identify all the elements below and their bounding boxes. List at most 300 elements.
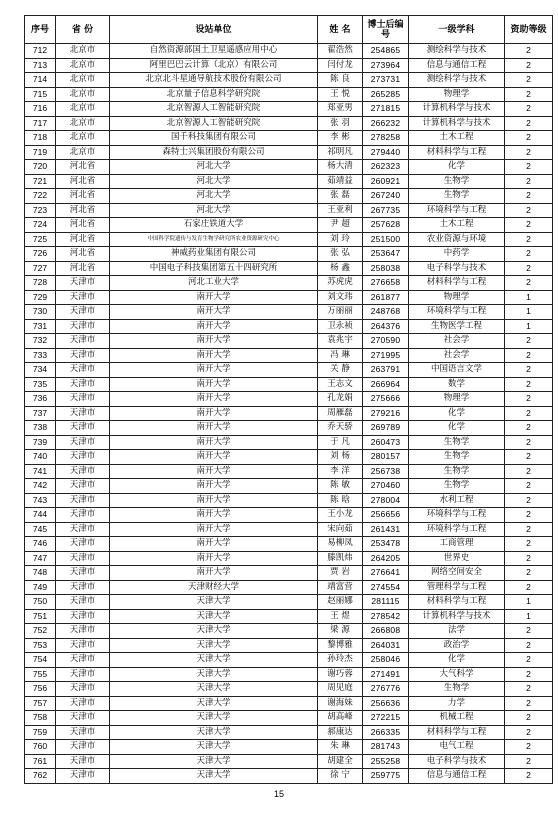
cell-discipline: 政治学 (409, 638, 505, 653)
cell-unit: 北京量子信息科学研究院 (110, 87, 318, 102)
cell-level: 2 (505, 203, 553, 218)
cell-province: 天津市 (56, 551, 110, 566)
cell-name: 王志文 (318, 377, 363, 392)
cell-province: 河北省 (56, 174, 110, 189)
cell-level: 2 (505, 218, 553, 233)
header-postdoc-id: 博士后编 号 (363, 16, 409, 44)
cell-province: 北京市 (56, 116, 110, 131)
cell-level: 2 (505, 769, 553, 784)
cell-level: 2 (505, 44, 553, 59)
cell-no: 722 (25, 189, 56, 204)
cell-no: 741 (25, 464, 56, 479)
cell-no: 718 (25, 131, 56, 146)
cell-name: 谢巧蓉 (318, 667, 363, 682)
cell-no: 746 (25, 537, 56, 552)
cell-level: 1 (505, 595, 553, 610)
table-row (25, 58, 553, 73)
cell-unit: 天津大学 (110, 696, 318, 711)
cell-province: 天津市 (56, 522, 110, 537)
cell-no: 734 (25, 363, 56, 378)
cell-id: 279440 (363, 145, 409, 160)
table-row (25, 638, 553, 653)
cell-province: 天津市 (56, 305, 110, 320)
cell-discipline: 中药学 (409, 247, 505, 262)
cell-unit: 南开大学 (110, 363, 318, 378)
table-header-row (25, 16, 553, 44)
cell-province: 天津市 (56, 479, 110, 494)
table-row (25, 363, 553, 378)
cell-no: 723 (25, 203, 56, 218)
cell-discipline: 环境科学与工程 (409, 508, 505, 523)
cell-no: 714 (25, 73, 56, 88)
table-row (25, 725, 553, 740)
cell-name: 徐 宁 (318, 769, 363, 784)
cell-discipline: 材料科学与工程 (409, 725, 505, 740)
table-row (25, 131, 553, 146)
cell-id: 266335 (363, 725, 409, 740)
table-row (25, 87, 553, 102)
cell-province: 天津市 (56, 754, 110, 769)
cell-id: 275666 (363, 392, 409, 407)
cell-name: 朱 琳 (318, 740, 363, 755)
cell-no: 720 (25, 160, 56, 175)
cell-province: 天津市 (56, 696, 110, 711)
cell-level: 2 (505, 116, 553, 131)
cell-discipline: 测绘科学与技术 (409, 73, 505, 88)
cell-no: 727 (25, 261, 56, 276)
cell-unit: 天津大学 (110, 667, 318, 682)
cell-id: 278542 (363, 609, 409, 624)
cell-province: 天津市 (56, 595, 110, 610)
cell-unit: 南开大学 (110, 493, 318, 508)
cell-no: 712 (25, 44, 56, 59)
cell-id: 264376 (363, 319, 409, 334)
cell-discipline: 计算机科学与技术 (409, 609, 505, 624)
cell-unit: 天津财经大学 (110, 580, 318, 595)
table-row (25, 464, 553, 479)
cell-level: 2 (505, 551, 553, 566)
cell-province: 天津市 (56, 435, 110, 450)
cell-name: 袁兆宇 (318, 334, 363, 349)
table-row (25, 667, 553, 682)
cell-id: 273731 (363, 73, 409, 88)
cell-discipline: 环境科学与工程 (409, 522, 505, 537)
cell-name: 陈 敏 (318, 479, 363, 494)
cell-name: 孙玲杰 (318, 653, 363, 668)
cell-no: 747 (25, 551, 56, 566)
cell-name: 王小龙 (318, 508, 363, 523)
cell-no: 745 (25, 522, 56, 537)
cell-unit: 中国科学院遗传与发育生物学研究所农业资源研究中心 (110, 232, 318, 247)
cell-no: 755 (25, 667, 56, 682)
cell-unit: 南开大学 (110, 450, 318, 465)
cell-unit: 南开大学 (110, 479, 318, 494)
cell-id: 271815 (363, 102, 409, 117)
cell-no: 744 (25, 508, 56, 523)
cell-no: 754 (25, 653, 56, 668)
cell-level: 2 (505, 566, 553, 581)
cell-id: 279216 (363, 406, 409, 421)
cell-no: 717 (25, 116, 56, 131)
cell-discipline: 管理科学与工程 (409, 580, 505, 595)
table-row (25, 769, 553, 784)
cell-unit: 南开大学 (110, 377, 318, 392)
table-row (25, 609, 553, 624)
cell-unit: 天津大学 (110, 609, 318, 624)
cell-name: 梁 源 (318, 624, 363, 639)
cell-level: 2 (505, 754, 553, 769)
table-row (25, 508, 553, 523)
cell-unit: 天津大学 (110, 624, 318, 639)
cell-id: 276658 (363, 276, 409, 291)
cell-discipline: 物理学 (409, 392, 505, 407)
cell-province: 天津市 (56, 508, 110, 523)
cell-id: 271491 (363, 667, 409, 682)
table-row (25, 218, 553, 233)
cell-no: 730 (25, 305, 56, 320)
cell-discipline: 计算机科学与技术 (409, 102, 505, 117)
cell-level: 2 (505, 189, 553, 204)
cell-level: 2 (505, 522, 553, 537)
cell-id: 258038 (363, 261, 409, 276)
cell-unit: 南开大学 (110, 421, 318, 436)
cell-name: 张 磊 (318, 189, 363, 204)
header-province: 省 份 (56, 16, 110, 44)
cell-name: 郝康达 (318, 725, 363, 740)
cell-province: 天津市 (56, 334, 110, 349)
cell-discipline: 力学 (409, 696, 505, 711)
table-row (25, 595, 553, 610)
cell-id: 256636 (363, 696, 409, 711)
table-row (25, 261, 553, 276)
cell-level: 2 (505, 392, 553, 407)
cell-id: 253478 (363, 537, 409, 552)
cell-id: 254865 (363, 44, 409, 59)
table-row (25, 696, 553, 711)
table-row (25, 537, 553, 552)
cell-no: 726 (25, 247, 56, 262)
cell-province: 天津市 (56, 290, 110, 305)
cell-province: 天津市 (56, 624, 110, 639)
cell-no: 760 (25, 740, 56, 755)
cell-level: 2 (505, 406, 553, 421)
cell-level: 2 (505, 725, 553, 740)
cell-level: 2 (505, 421, 553, 436)
cell-id: 258046 (363, 653, 409, 668)
cell-discipline: 大气科学 (409, 667, 505, 682)
table-row (25, 276, 553, 291)
cell-province: 河北省 (56, 189, 110, 204)
cell-unit: 南开大学 (110, 435, 318, 450)
cell-no: 753 (25, 638, 56, 653)
cell-level: 2 (505, 653, 553, 668)
cell-no: 752 (25, 624, 56, 639)
cell-id: 248768 (363, 305, 409, 320)
cell-no: 716 (25, 102, 56, 117)
cell-id: 273964 (363, 58, 409, 73)
cell-unit: 森特士兴集团股份有限公司 (110, 145, 318, 160)
cell-name: 张 弘 (318, 247, 363, 262)
cell-discipline: 生物学 (409, 189, 505, 204)
cell-unit: 南开大学 (110, 305, 318, 320)
cell-province: 河北省 (56, 261, 110, 276)
cell-level: 2 (505, 711, 553, 726)
cell-province: 天津市 (56, 493, 110, 508)
cell-province: 河北省 (56, 203, 110, 218)
cell-id: 278258 (363, 131, 409, 146)
cell-level: 2 (505, 334, 553, 349)
header-discipline: 一级学科 (409, 16, 505, 44)
cell-no: 731 (25, 319, 56, 334)
cell-unit: 南开大学 (110, 392, 318, 407)
cell-level: 2 (505, 479, 553, 494)
cell-no: 762 (25, 769, 56, 784)
cell-unit: 南开大学 (110, 348, 318, 363)
table-body (25, 44, 553, 784)
cell-discipline: 生物学 (409, 682, 505, 697)
cell-province: 天津市 (56, 682, 110, 697)
table-row (25, 116, 553, 131)
cell-discipline: 中国语言文学 (409, 363, 505, 378)
cell-no: 757 (25, 696, 56, 711)
cell-province: 北京市 (56, 44, 110, 59)
cell-name: 张 羽 (318, 116, 363, 131)
table-row (25, 73, 553, 88)
cell-no: 742 (25, 479, 56, 494)
cell-name: 李 洋 (318, 464, 363, 479)
cell-id: 278004 (363, 493, 409, 508)
cell-name: 王亚利 (318, 203, 363, 218)
cell-level: 2 (505, 508, 553, 523)
cell-discipline: 土木工程 (409, 131, 505, 146)
cell-level: 2 (505, 348, 553, 363)
cell-id: 256738 (363, 464, 409, 479)
cell-province: 河北省 (56, 160, 110, 175)
cell-unit: 北京北斗星通导航技术股份有限公司 (110, 73, 318, 88)
cell-discipline: 生物学 (409, 174, 505, 189)
cell-id: 281743 (363, 740, 409, 755)
cell-name: 胡高峰 (318, 711, 363, 726)
cell-level: 2 (505, 160, 553, 175)
cell-discipline: 数学 (409, 377, 505, 392)
cell-level: 2 (505, 247, 553, 262)
cell-id: 276641 (363, 566, 409, 581)
cell-no: 748 (25, 566, 56, 581)
cell-province: 天津市 (56, 725, 110, 740)
cell-province: 天津市 (56, 450, 110, 465)
cell-discipline: 电气工程 (409, 740, 505, 755)
table-row (25, 203, 553, 218)
cell-id: 266964 (363, 377, 409, 392)
cell-level: 2 (505, 87, 553, 102)
table-row (25, 334, 553, 349)
cell-level: 2 (505, 145, 553, 160)
cell-no: 733 (25, 348, 56, 363)
cell-id: 256656 (363, 508, 409, 523)
cell-no: 750 (25, 595, 56, 610)
cell-discipline: 材料科学与工程 (409, 145, 505, 160)
cell-unit: 南开大学 (110, 464, 318, 479)
cell-unit: 南开大学 (110, 290, 318, 305)
cell-level: 2 (505, 261, 553, 276)
table-row (25, 653, 553, 668)
cell-discipline: 社会学 (409, 348, 505, 363)
cell-province: 天津市 (56, 377, 110, 392)
cell-unit: 自然资源部国土卫星遥感应用中心 (110, 44, 318, 59)
cell-unit: 南开大学 (110, 508, 318, 523)
cell-discipline: 电子科学与技术 (409, 261, 505, 276)
cell-name: 翟浩然 (318, 44, 363, 59)
cell-province: 北京市 (56, 73, 110, 88)
cell-id: 270590 (363, 334, 409, 349)
cell-no: 715 (25, 87, 56, 102)
cell-name: 卫永祯 (318, 319, 363, 334)
cell-level: 2 (505, 696, 553, 711)
table-row (25, 450, 553, 465)
table-row (25, 421, 553, 436)
table-row (25, 174, 553, 189)
header-level: 资助等级 (505, 16, 553, 44)
cell-no: 751 (25, 609, 56, 624)
cell-id: 260921 (363, 174, 409, 189)
cell-unit: 河北大学 (110, 160, 318, 175)
cell-discipline: 农业资源与环境 (409, 232, 505, 247)
header-name: 姓 名 (318, 16, 363, 44)
cell-province: 天津市 (56, 319, 110, 334)
cell-id: 281115 (363, 595, 409, 610)
cell-name: 杨 鑫 (318, 261, 363, 276)
cell-no: 713 (25, 58, 56, 73)
cell-name: 于 凡 (318, 435, 363, 450)
cell-unit: 阿里巴巴云计算（北京）有限公司 (110, 58, 318, 73)
cell-level: 2 (505, 638, 553, 653)
cell-discipline: 化学 (409, 160, 505, 175)
cell-id: 272215 (363, 711, 409, 726)
cell-province: 北京市 (56, 102, 110, 117)
cell-id: 253647 (363, 247, 409, 262)
cell-name: 易柳凤 (318, 537, 363, 552)
cell-name: 陈 晗 (318, 493, 363, 508)
table-row (25, 232, 553, 247)
cell-discipline: 化学 (409, 406, 505, 421)
cell-discipline: 工商管理 (409, 537, 505, 552)
cell-discipline: 网络空间安全 (409, 566, 505, 581)
cell-province: 北京市 (56, 87, 110, 102)
cell-name: 乔天骄 (318, 421, 363, 436)
cell-unit: 南开大学 (110, 537, 318, 552)
cell-unit: 天津大学 (110, 711, 318, 726)
cell-id: 267735 (363, 203, 409, 218)
cell-province: 北京市 (56, 58, 110, 73)
cell-id: 265285 (363, 87, 409, 102)
cell-discipline: 机械工程 (409, 711, 505, 726)
cell-level: 2 (505, 102, 553, 117)
cell-province: 天津市 (56, 276, 110, 291)
cell-unit: 天津大学 (110, 653, 318, 668)
cell-no: 728 (25, 276, 56, 291)
cell-no: 719 (25, 145, 56, 160)
cell-province: 天津市 (56, 740, 110, 755)
cell-level: 2 (505, 174, 553, 189)
cell-no: 743 (25, 493, 56, 508)
cell-unit: 国千科技集团有限公司 (110, 131, 318, 146)
cell-level: 2 (505, 435, 553, 450)
cell-level: 2 (505, 73, 553, 88)
table-row (25, 189, 553, 204)
cell-unit: 河北大学 (110, 203, 318, 218)
cell-level: 2 (505, 464, 553, 479)
cell-name: 滕凯炜 (318, 551, 363, 566)
cell-level: 2 (505, 682, 553, 697)
cell-id: 262323 (363, 160, 409, 175)
cell-level: 2 (505, 624, 553, 639)
cell-province: 天津市 (56, 566, 110, 581)
cell-id: 261877 (363, 290, 409, 305)
cell-id: 257628 (363, 218, 409, 233)
cell-name: 孔龙娟 (318, 392, 363, 407)
cell-discipline: 化学 (409, 421, 505, 436)
cell-level: 2 (505, 450, 553, 465)
cell-discipline: 世界史 (409, 551, 505, 566)
cell-name: 周雁磊 (318, 406, 363, 421)
cell-name: 郑亚男 (318, 102, 363, 117)
table-row (25, 44, 553, 59)
cell-name: 关 静 (318, 363, 363, 378)
table-row (25, 102, 553, 117)
cell-province: 北京市 (56, 131, 110, 146)
cell-id: 269789 (363, 421, 409, 436)
cell-no: 724 (25, 218, 56, 233)
cell-id: 266808 (363, 624, 409, 639)
cell-name: 刘文玮 (318, 290, 363, 305)
cell-unit: 北京智源人工智能研究院 (110, 102, 318, 117)
cell-province: 天津市 (56, 638, 110, 653)
table-row (25, 247, 553, 262)
cell-province: 天津市 (56, 464, 110, 479)
cell-discipline: 化学 (409, 653, 505, 668)
table-row (25, 522, 553, 537)
cell-unit: 中国电子科技集团第五十四研究所 (110, 261, 318, 276)
cell-discipline: 信息与通信工程 (409, 58, 505, 73)
cell-province: 天津市 (56, 711, 110, 726)
cell-province: 天津市 (56, 392, 110, 407)
cell-level: 2 (505, 667, 553, 682)
cell-province: 天津市 (56, 609, 110, 624)
table-row (25, 493, 553, 508)
cell-name: 胡建全 (318, 754, 363, 769)
cell-id: 276776 (363, 682, 409, 697)
cell-name: 杨大清 (318, 160, 363, 175)
cell-discipline: 水利工程 (409, 493, 505, 508)
cell-level: 2 (505, 58, 553, 73)
cell-discipline: 法学 (409, 624, 505, 639)
cell-unit: 河北大学 (110, 189, 318, 204)
cell-name: 闫付龙 (318, 58, 363, 73)
cell-level: 2 (505, 377, 553, 392)
table-row (25, 305, 553, 320)
cell-level: 1 (505, 290, 553, 305)
cell-no: 739 (25, 435, 56, 450)
cell-level: 1 (505, 319, 553, 334)
cell-no: 749 (25, 580, 56, 595)
cell-level: 2 (505, 363, 553, 378)
cell-unit: 天津大学 (110, 769, 318, 784)
table-row (25, 145, 553, 160)
cell-unit: 天津大学 (110, 754, 318, 769)
cell-discipline: 信息与通信工程 (409, 769, 505, 784)
cell-level: 2 (505, 493, 553, 508)
table-row (25, 290, 553, 305)
